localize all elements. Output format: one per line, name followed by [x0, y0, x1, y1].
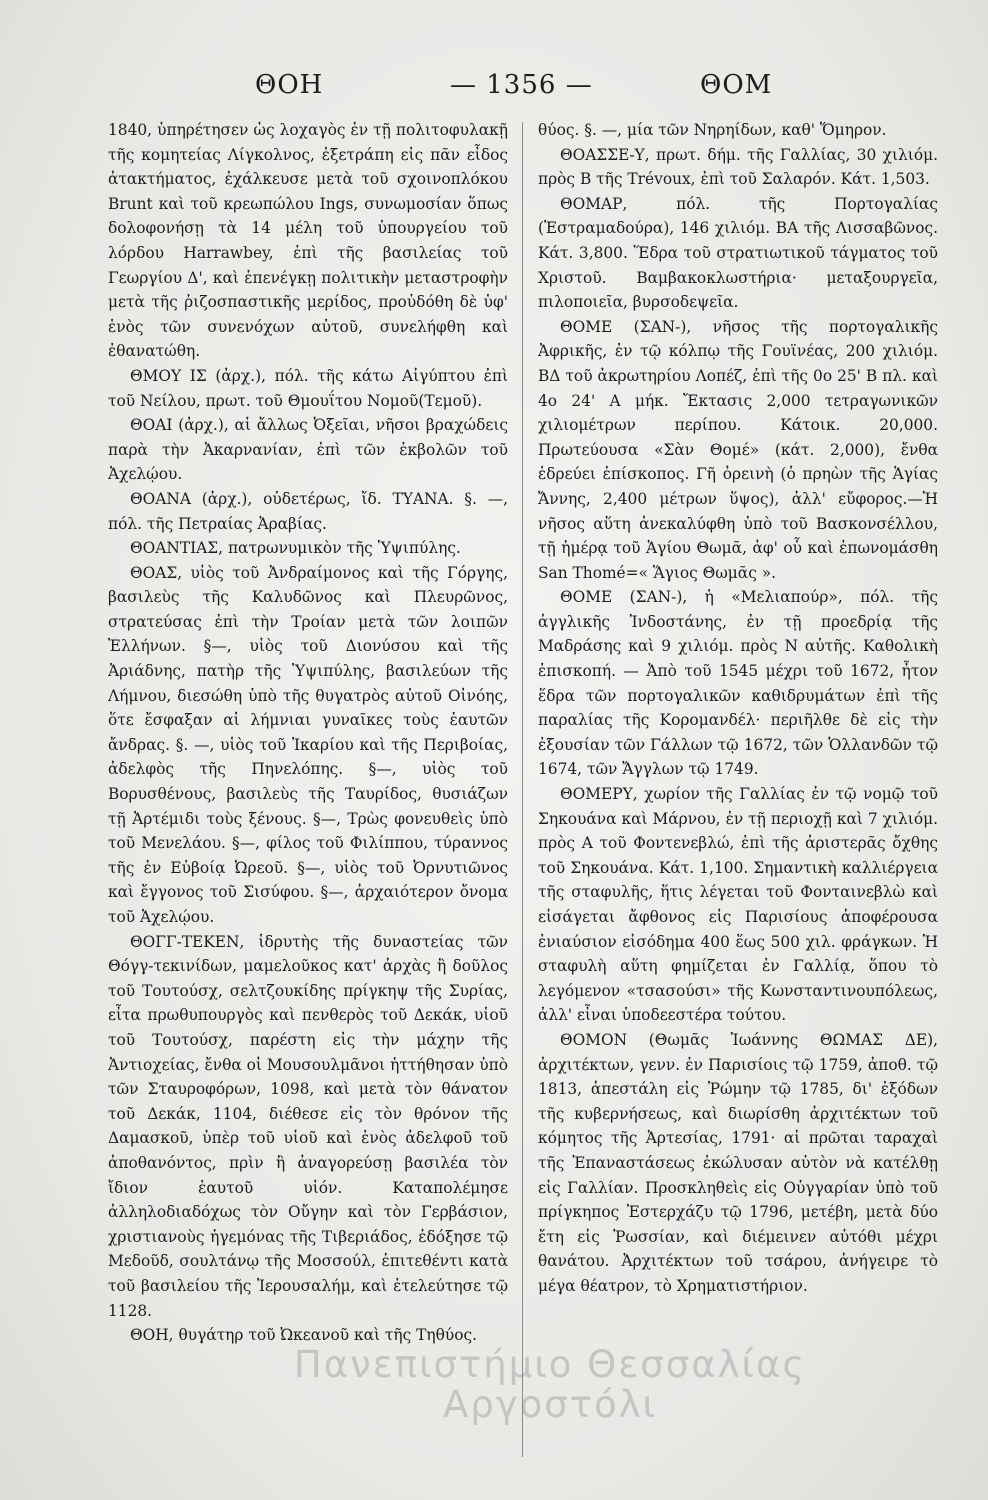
entry-thoai: ΘΟΑΙ (ἀρχ.), αἱ ἄλλως Ὀξεῖαι, νῆσοι βραχώδεις παρὰ τὴν Ἀκαρνανίαν, ἐπὶ τῶν ἐκβολῶν τοῦ Ἀχελῴου.	[108, 416, 508, 484]
left-column	[108, 118, 508, 1493]
page-number: — 1356 —	[450, 70, 593, 100]
entry-thomar: ΘΟΜΑΡ, πόλ. τῆς Πορτογαλίας (Ἐστραμαδούρα), 146 χιλιόμ. ΒΑ τῆς Λισσαβῶνος. Κάτ. 3,800. Ἕδρα τοῦ στρατιωτικοῦ τάγματος τοῦ Χριστοῦ. Βαμβακοκλωστήρια· μεταξουργεῖα, πιλοποιεῖα, βυρσοδεψεῖα.	[538, 194, 938, 312]
entry-thoana: ΘΟΑΝΑ (ἀρχ.), οὐδετέρως, ἴδ. ΤΥΑΝΑ. §. —, πόλ. τῆς Πετραίας Ἀραβίας.	[108, 489, 508, 533]
entry-san-thome-city: ΘΟΜΕ (ΣΑΝ-), ἡ «Μελιαπούρ», πόλ. τῆς ἀγγλικῆς Ἰνδοστάνης, ἐν τῇ προεδρίᾳ τῆς Μαδράσης καὶ 9 χιλιόμ. πρὸς Ν αὐτῆς. Καθολικὴ ἐπισκοπή. — Ἀπὸ τοῦ 1545 μέχρι τοῦ 1672, ἦτον ἕδρα τῶν πορτογαλικῶν καθιδρυμάτων ἐπὶ τῆς παραλίας τῆς Κορομανδέλ· περιῆλθε δὲ εἰς τὴν ἐξουσίαν τῶν Γάλλων τῷ 1672, τῶν Ὁλλανδῶν τῷ 1674, τῶν Ἄγγλων τῷ 1749.	[538, 588, 938, 779]
entry-thoe-continuation: θύος. §. —, μία τῶν Νηρηίδων, καθ' Ὅμηρον.	[538, 121, 887, 139]
page-header	[105, 70, 870, 110]
entry-thmouis: ΘΜΟΥ ΙΣ (ἀρχ.), πόλ. τῆς κάτω Αἰγύπτου ἐπὶ τοῦ Νείλου, πρωτ. τοῦ Θμουΐτου Νομοῦ(Τεμοῦ).	[108, 366, 508, 410]
entry-thoissey: ΘΟΑΣΣΕ-Υ, πρωτ. δήμ. τῆς Γαλλίας, 30 χιλιόμ. πρὸς Β τῆς Trévoux, ἐπὶ τοῦ Σαλαρόν. Κάτ. 1,503.	[538, 145, 938, 189]
watermark-line-2: Αργοστόλι	[442, 1383, 658, 1426]
library-watermark	[170, 1345, 930, 1425]
right-column	[538, 118, 938, 1493]
entry-thogg-teken: ΘΟΓΓ-ΤΕΚΕΝ, ἱδρυτὴς τῆς δυναστείας τῶν Θόγγ-τεκινίδων, μαμελοῦκος κατ' ἀρχὰς ἢ δοῦλος τοῦ Τουτούσχ, σελτζουκίδης πρίγκηψ τῆς Συρίας, εἶτα πρωθυπουργὸς καὶ πενθερὸς τοῦ Δεκάκ, υἱοῦ τοῦ Τουτούσχ, παρέστη εἰς τὴν μάχην τῆς Ἀντιοχείας, ἔνθα οἱ Μουσουλμᾶνοι ἡττήθησαν ὑπὸ τῶν Σταυροφόρων, 1098, καὶ μετὰ τὸν θάνατον τοῦ Δεκάκ, 1104, διέθεσε εἰς τὸν θρόνον τῆς Δαμασκοῦ, ὑπὲρ τοῦ υἱοῦ καὶ ἑνὸς ἀδελφοῦ τοῦ ἀποθανόντος, πρὶν ἢ ἀναγορεύσῃ βασιλέα τὸν ἴδιον ἑαυτοῦ υἱόν. Καταπολέμησε ἀλληλοδιαδόχως τὸν Οὔγην καὶ τὸν Γερβάσιον, χριστιανοὺς ἡγεμόνας τῆς Τιβεριάδος, ἐδόξησε τῷ Μεδοῦδ, σουλτάνῳ τῆς Μοσσούλ, ἐπιτεθέντι κατὰ τοῦ βασιλείου τῆς Ἱερουσαλήμ, καὶ ἐτελεύτησε τῷ 1128.	[108, 932, 508, 1320]
entry-thomon: ΘΟΜΟΝ (Θωμᾶς Ἰωάννης ΘΩΜΑΣ ΔΕ), ἀρχιτέκτων, γενν. ἐν Παρισίοις τῷ 1759, ἀποθ. τῷ 1813, ἀπεστάλη εἰς Ῥώμην τῷ 1785, δι' ἐξόδων τῆς κυβερνήσεως, καὶ διωρίσθη ἀρχιτέκτων τοῦ κόμητος τῆς Ἀρτεσίας, 1791· αἱ πρῶται ταραχαὶ τῆς Ἐπαναστάσεως ἐκώλυσαν αὐτὸν νὰ κατέλθῃ εἰς Γαλλίαν. Προσκληθεὶς εἰς Οὐγγαρίαν ὑπὸ τοῦ πρίγκηπος Ἐστερχάζυ τῷ 1796, μετέβη, μετὰ δύο ἔτη εἰς Ῥωσσίαν, καὶ διέμεινεν αὐτόθι μέχρι θανάτου. Ἀρχιτέκτων τοῦ τσάρου, ἀνήγειρε τὸ μέγα θέατρον, τὸ Χρηματιστήριον.	[538, 1030, 938, 1295]
header-right-entry-range: ΘΟΜ	[700, 70, 773, 100]
watermark-line-1: Πανεπιστήμιο Θεσσαλίας	[293, 1343, 807, 1386]
entry-thomery: ΘΟΜΕΡΥ, χωρίον τῆς Γαλλίας ἐν τῷ νομῷ τοῦ Σηκουάνα καὶ Μάρνου, ἐν τῇ περιοχῇ καὶ 7 χιλιόμ. πρὸς Α τοῦ Φοντενεβλώ, ἐπὶ τῆς ἀριστερᾶς ὄχθης τοῦ Σηκουάνα. Κάτ. 1,100. Σημαντικὴ καλλιέργεια τῆς σταφυλῆς, ἥτις λέγεται τοῦ Φονταινεβλὼ καὶ εἰσάγεται ἄφθονος εἰς Παρισίους ἀποφέρουσα ἐνιαύσιον εἰσόδημα 400 ἕως 500 χιλ. φράγκων. Ἡ σταφυλὴ αὕτη φημίζεται ἐν Γαλλίᾳ, ὅπου τὸ λεγόμενον «τσασούσι» τῆς Κωνσταντινουπόλεως, ἀλλ' εἶναι ὑποδεεστέρα τούτου.	[538, 785, 938, 1025]
header-left-entry-range: ΘΟΗ	[255, 70, 324, 100]
column-divider	[522, 122, 523, 1457]
entry-thoe: ΘΟΗ, θυγάτηρ τοῦ Ὠκεανοῦ καὶ τῆς Τηθύος.	[130, 1326, 478, 1345]
entry-thoantias: ΘΟΑΝΤΙΑΣ, πατρωνυμικὸν τῆς Ὑψιπύλης.	[130, 539, 461, 558]
entry-thoas: ΘΟΑΣ, υἱὸς τοῦ Ἀνδραίμονος καὶ τῆς Γόργης, βασιλεὺς τῆς Καλυδῶνος καὶ Πλευρῶνος, στρατεύσας ἐπὶ τὴν Τροίαν μετὰ τῶν λοιπῶν Ἑλλήνων. §—, υἱὸς τοῦ Διονύσου καὶ τῆς Ἀριάδνης, πατὴρ τῆς Ὑψιπύλης, βασιλεύων τῆς Λήμνου, διεσώθη ὑπὸ τῆς θυγατρὸς αὐτοῦ Οἰνόης, ὅτε ἔσφαξαν αἱ λήμνιαι γυναῖκες τοὺς ἑαυτῶν ἄνδρας. §. —, υἱὸς τοῦ Ἰκαρίου καὶ τῆς Περιβοίας, ἀδελφὸς τῆς Πηνελόπης. §—, υἱὸς τοῦ Βορυσθένους, βασιλεὺς τῆς Ταυρίδος, θυσιάζων τῇ Ἀρτέμιδι τοὺς ξένους. §—, Τρὼς φονευθεὶς ὑπὸ τοῦ Μενελάου. §—, φίλος τοῦ Φιλίππου, τύραννος τῆς ἐν Εὐβοίᾳ Ὠρεοῦ. §—, υἱὸς τοῦ Ὀρνυτιῶνος καὶ ἔγγονος τοῦ Σισύφου. §—, ἀρχαιότερον ὄνομα τοῦ Ἀχελῴου.	[108, 563, 508, 926]
entry-continuation: 1840, ὑπηρέτησεν ὡς λοχαγὸς ἐν τῇ πολιτοφυλακῇ τῆς κομητείας Λίγκολνος, ἐξετράπη εἰς πᾶν εἶδος ἀτακτήματος, ἐχάλκευσε μετὰ τοῦ σχοινοπλόκου Brunt καὶ τοῦ κρεωπώλου Ings, συνωμοσίαν ὅπως δολοφονήσῃ τὰ 14 μέλη τοῦ ὑπουργείου τοῦ λόρδου Harrawbey, ἐπὶ τῆς βασιλείας τοῦ Γεωργίου Δ', καὶ ἐπενέγκῃ πολιτικὴν μεταστροφὴν μετὰ τῆς ῥιζοσπαστικῆς μερίδος, προὐδόθη δὲ ὑφ' ἑνὸς τῶν συνενόχων αὐτοῦ, συνελήφθη καὶ ἐθανατώθη.	[108, 121, 508, 361]
entry-san-thome-island: ΘΟΜΕ (ΣΑΝ-), νῆσος τῆς πορτογαλικῆς Ἀφρικῆς, ἐν τῷ κόλπῳ τῆς Γουϊνέας, 200 χιλιόμ. ΒΔ τοῦ ἀκρωτηρίου Λοπέζ, ἐπὶ τῆς 0ο 25' Β πλ. καὶ 4ο 24' Α μήκ. Ἔκτασις 2,000 τετραγωνικῶν χιλιομέτρων περίπου. Κάτοικ. 20,000. Πρωτεύουσα «Σὰν Θομέ» (κάτ. 2,000), ἔνθα ἑδρεύει ἐπίσκοπος. Γῆ ὀρεινὴ (ὁ πρηὼν τῆς Ἁγίας Ἄννης, 2,400 μέτρων ὕψος), ἀλλ' εὔφορος.—Ἡ νῆσος αὕτη ἀνεκαλύφθη ὑπὸ τοῦ Βασκονσέλλου, τῇ ἡμέρᾳ τοῦ Ἁγίου Θωμᾶ, ἀφ' οὗ καὶ ἐπωνομάσθη San Thomé=« Ἅγιος Θωμᾶς ».	[538, 317, 938, 582]
